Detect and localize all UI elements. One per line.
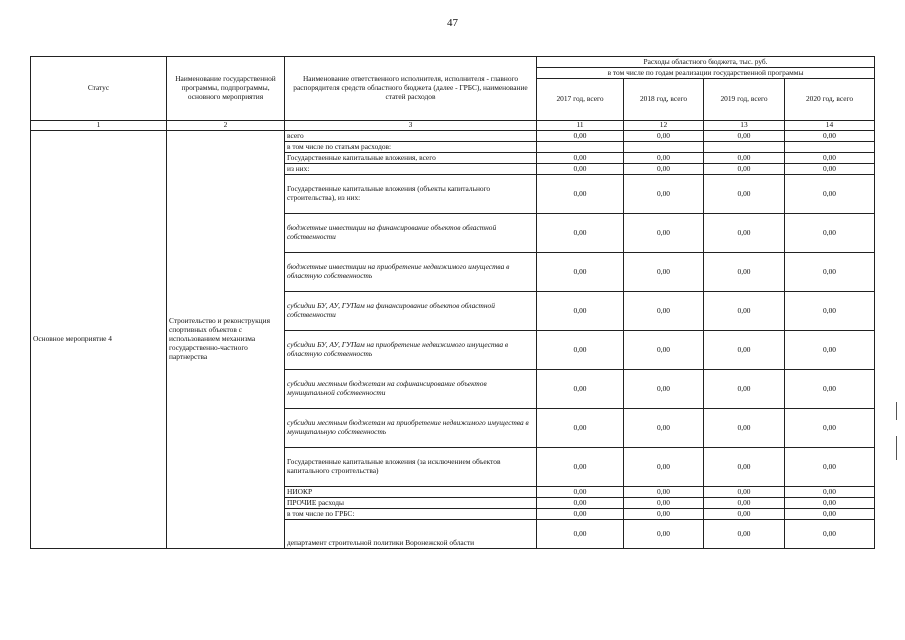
row-label: субсидии БУ, АУ, ГУПам на финансирование объектов областной собственности	[285, 292, 537, 331]
row-value: 0,00	[537, 498, 624, 509]
header-expenses: Расходы областного бюджета, тыс. руб.	[537, 57, 875, 68]
row-value: 0,00	[624, 487, 704, 498]
row-label: бюджетные инвестиции на финансирование объектов областной собственности	[285, 214, 537, 253]
row-value: 0,00	[537, 331, 624, 370]
row-value: 0,00	[537, 370, 624, 409]
row-value: 0,00	[785, 487, 875, 498]
row-label: в том числе по статьям расходов:	[285, 142, 537, 153]
header-executor: Наименование ответственного исполнителя, исполнителя - главного распорядителя средств областного бюджета (далее - ГРБС), наименование статей расходов	[285, 57, 537, 121]
row-value: 0,00	[704, 253, 785, 292]
row-value: 0,00	[785, 498, 875, 509]
header-by-years: в том числе по годам реализации государственной программы	[537, 68, 875, 79]
row-value: 0,00	[785, 520, 875, 549]
row-value: 0,00	[785, 253, 875, 292]
row-label: департамент строительной политики Воронежской области	[285, 520, 537, 549]
row-value: 0,00	[537, 520, 624, 549]
row-value: 0,00	[704, 409, 785, 448]
col-number: 1	[31, 121, 167, 131]
row-value: 0,00	[624, 409, 704, 448]
row-value: 0,00	[785, 292, 875, 331]
row-value: 0,00	[537, 214, 624, 253]
row-label: в том числе по ГРБС:	[285, 509, 537, 520]
row-value: 0,00	[785, 164, 875, 175]
margin-mark	[896, 402, 897, 420]
status-value: Основное мероприятие 4	[31, 131, 167, 549]
row-value: 0,00	[537, 253, 624, 292]
header-year-2017: 2017 год, всего	[537, 79, 624, 121]
row-value	[785, 142, 875, 153]
row-value: 0,00	[537, 509, 624, 520]
row-value: 0,00	[624, 520, 704, 549]
row-value: 0,00	[785, 131, 875, 142]
row-value: 0,00	[537, 175, 624, 214]
row-label: субсидии местным бюджетам на софинансирование объектов муниципальной собственности	[285, 370, 537, 409]
row-value: 0,00	[537, 131, 624, 142]
row-value: 0,00	[537, 448, 624, 487]
row-value: 0,00	[704, 509, 785, 520]
row-label: Государственные капитальные вложения (объекты капитального строительства), из них:	[285, 175, 537, 214]
row-value: 0,00	[624, 509, 704, 520]
row-value: 0,00	[704, 175, 785, 214]
row-value: 0,00	[624, 131, 704, 142]
header-year-2020: 2020 год, всего	[785, 79, 875, 121]
row-label: НИОКР	[285, 487, 537, 498]
row-value: 0,00	[704, 448, 785, 487]
header-program-name: Наименование государственной программы, подпрограммы, основного мероприятия	[167, 57, 285, 121]
header-year-2019: 2019 год, всего	[704, 79, 785, 121]
row-value: 0,00	[537, 153, 624, 164]
row-value: 0,00	[704, 370, 785, 409]
row-value: 0,00	[785, 509, 875, 520]
row-value: 0,00	[704, 292, 785, 331]
row-value: 0,00	[537, 292, 624, 331]
row-value	[537, 142, 624, 153]
row-value: 0,00	[785, 409, 875, 448]
row-value: 0,00	[624, 498, 704, 509]
row-value: 0,00	[624, 448, 704, 487]
col-number: 3	[285, 121, 537, 131]
row-value	[704, 142, 785, 153]
row-value: 0,00	[624, 153, 704, 164]
row-value: 0,00	[624, 370, 704, 409]
col-number: 13	[704, 121, 785, 131]
row-value: 0,00	[704, 487, 785, 498]
row-label: бюджетные инвестиции на приобретение недвижимого имущества в областную собственность	[285, 253, 537, 292]
row-value: 0,00	[704, 214, 785, 253]
row-value: 0,00	[785, 214, 875, 253]
row-value: 0,00	[704, 498, 785, 509]
row-label: всего	[285, 131, 537, 142]
row-value: 0,00	[624, 164, 704, 175]
row-value: 0,00	[704, 520, 785, 549]
row-value: 0,00	[704, 164, 785, 175]
row-value: 0,00	[537, 164, 624, 175]
col-number: 14	[785, 121, 875, 131]
program-value: Строительство и реконструкция спортивных объектов с использованием механизма государственно-частного партнерства	[167, 131, 285, 549]
col-number: 2	[167, 121, 285, 131]
row-value	[624, 142, 704, 153]
row-value: 0,00	[704, 131, 785, 142]
row-label: субсидии БУ, АУ, ГУПам на приобретение недвижимого имущества в областную собственность	[285, 331, 537, 370]
row-label: ПРОЧИЕ расходы	[285, 498, 537, 509]
row-value: 0,00	[704, 331, 785, 370]
budget-table	[30, 56, 875, 549]
row-value: 0,00	[624, 292, 704, 331]
row-value: 0,00	[537, 409, 624, 448]
row-label: Государственные капитальные вложения (за исключением объектов капитального строительства)	[285, 448, 537, 487]
col-number: 12	[624, 121, 704, 131]
page-number: 47	[447, 17, 458, 29]
row-value: 0,00	[704, 153, 785, 164]
row-value: 0,00	[537, 487, 624, 498]
row-value: 0,00	[785, 331, 875, 370]
header-status: Статус	[31, 57, 167, 121]
margin-mark	[896, 436, 897, 460]
col-number: 11	[537, 121, 624, 131]
row-value: 0,00	[624, 175, 704, 214]
row-value: 0,00	[785, 153, 875, 164]
row-label: Государственные капитальные вложения, всего	[285, 153, 537, 164]
row-value: 0,00	[624, 331, 704, 370]
row-value: 0,00	[624, 214, 704, 253]
header-year-2018: 2018 год, всего	[624, 79, 704, 121]
row-value: 0,00	[785, 175, 875, 214]
row-value: 0,00	[785, 370, 875, 409]
row-label: субсидии местным бюджетам на приобретение недвижимого имущества в муниципальную собственность	[285, 409, 537, 448]
row-value: 0,00	[624, 253, 704, 292]
row-value: 0,00	[785, 448, 875, 487]
row-label: из них:	[285, 164, 537, 175]
